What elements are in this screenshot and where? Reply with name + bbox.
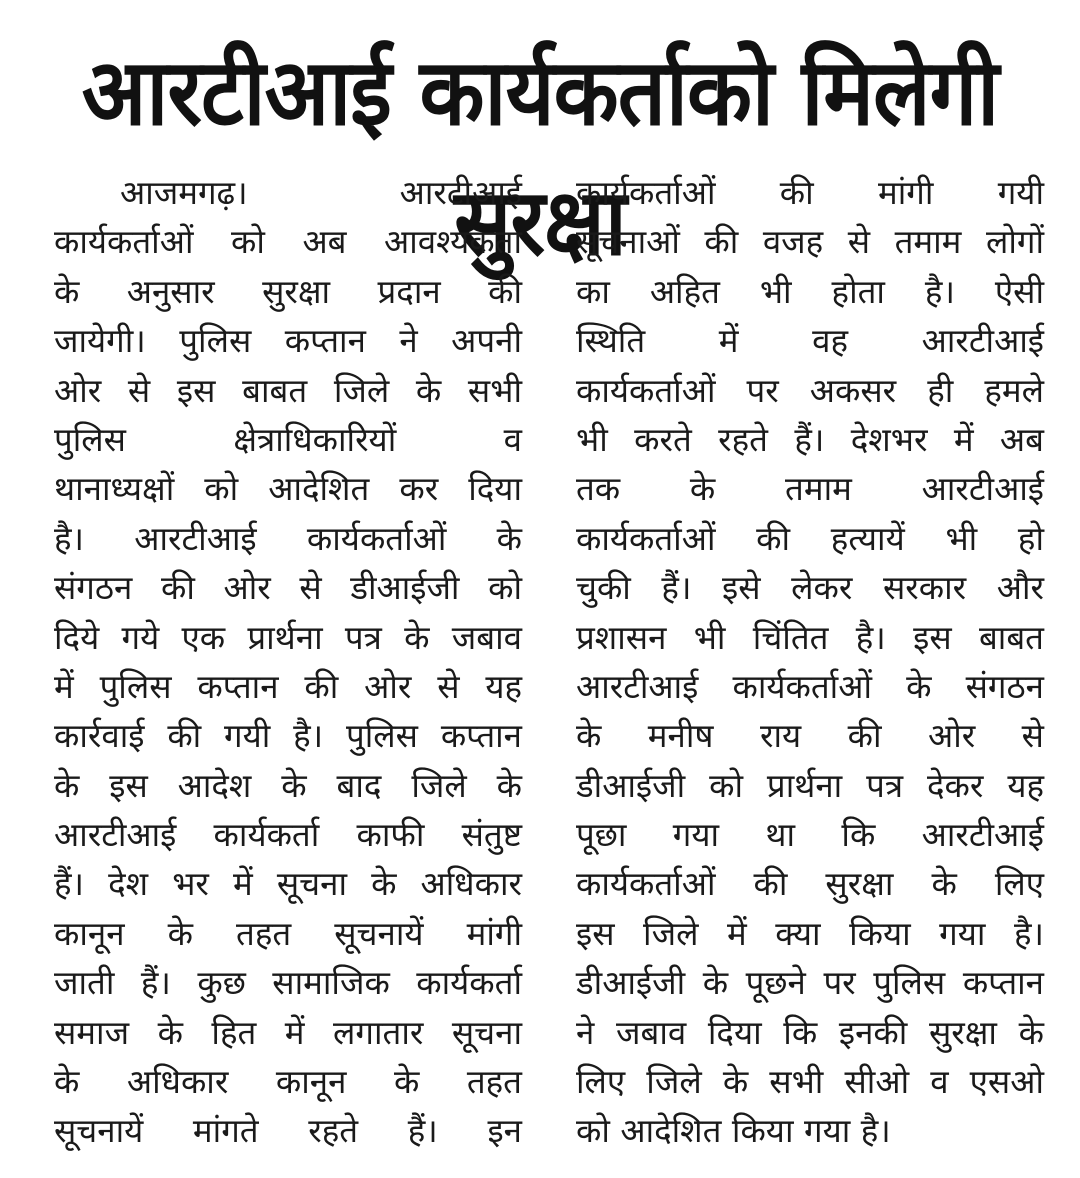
article-text-line: थानाध्यक्षों को आदेशित कर दिया (54, 469, 522, 509)
article-text-line: जायेगी। पुलिस कप्तान ने अपनी (54, 321, 522, 361)
article-text-line: के इस आदेश के बाद जिले के (54, 765, 522, 805)
article-text-line: इस जिले में क्या किया गया है। (576, 913, 1044, 953)
article-text-line: हैं। देश भर में सूचना के अधिकार (54, 864, 522, 904)
article-text-line: में पुलिस कप्तान की ओर से यह (54, 666, 522, 706)
article-text-line: कार्यकर्ताओं को अब आवश्यकता (54, 222, 522, 262)
article-text-line: को आदेशित किया गया है। (576, 1111, 891, 1151)
article-text-line: जाती हैं। कुछ सामाजिक कार्यकर्ता (54, 963, 522, 1003)
article-text-line: सूचनायें मांगते रहते हैं। इन (54, 1111, 522, 1151)
article-text-line: लिए जिले के सभी सीओ व एसओ (576, 1062, 1044, 1102)
article-text-line: डीआईजी को प्रार्थना पत्र देकर यह (576, 765, 1044, 805)
article-text-line: ने जबाव दिया कि इनकी सुरक्षा के (576, 1012, 1044, 1052)
article-text-line: है। आरटीआई कार्यकर्ताओं के (54, 518, 522, 558)
article-text-line: कार्यकर्ताओं पर अकसर ही हमले (576, 370, 1044, 410)
article-text-line: सूचनाओं की वजह से तमाम लोगों (576, 222, 1044, 262)
article-text-line: के मनीष राय की ओर से (576, 716, 1044, 756)
article-text-line: पूछा गया था कि आरटीआई (576, 815, 1044, 855)
article-column-left (54, 168, 522, 1156)
article-text-line: आरटीआई कार्यकर्ताओं के संगठन (576, 666, 1044, 706)
article-text-line: संगठन की ओर से डीआईजी को (54, 568, 522, 608)
article-text-line: समाज के हित में लगातार सूचना (54, 1012, 522, 1052)
article-text-line: प्रशासन भी चिंतित है। इस बाबत (576, 617, 1044, 657)
article-text-line: का अहित भी होता है। ऐसी (576, 271, 1044, 311)
article-text-line: आरटीआई कार्यकर्ता काफी संतुष्ट (54, 815, 522, 855)
article-text-line: के अनुसार सुरक्षा प्रदान की (54, 271, 522, 311)
article-text-line: ओर से इस बाबत जिले के सभी (54, 370, 522, 410)
article-text-line: कार्यकर्ताओं की हत्यायें भी हो (576, 518, 1044, 558)
article-text-line: के अधिकार कानून के तहत (54, 1062, 522, 1102)
article-text-line: स्थिति में वह आरटीआई (576, 321, 1044, 361)
article-headline: आरटीआई कार्यकर्ताको मिलेगी सुरक्षा (81, 39, 999, 276)
article-text-line: भी करते रहते हैं। देशभर में अब (576, 419, 1044, 459)
article-column-right (576, 168, 1044, 1156)
article-text-line: कानून के तहत सूचनायें मांगी (54, 913, 522, 953)
article-text-line: चुकी हैं। इसे लेकर सरकार और (576, 568, 1044, 608)
article-text-line: दिये गये एक प्रार्थना पत्र के जबाव (54, 617, 522, 657)
article-text-line: डीआईजी के पूछने पर पुलिस कप्तान (576, 963, 1044, 1003)
article-text-line: कार्यकर्ताओं की सुरक्षा के लिए (576, 864, 1044, 904)
article-text-line: पुलिस क्षेत्राधिकारियों व (54, 419, 522, 459)
article-text-line: कार्यकर्ताओं की मांगी गयी (576, 173, 1044, 212)
article-text-line: कार्रवाई की गयी है। पुलिस कप्तान (54, 716, 522, 756)
article-text-line: आजमगढ़। आरटीआई (120, 173, 522, 212)
article-text-line: तक के तमाम आरटीआई (576, 469, 1044, 509)
